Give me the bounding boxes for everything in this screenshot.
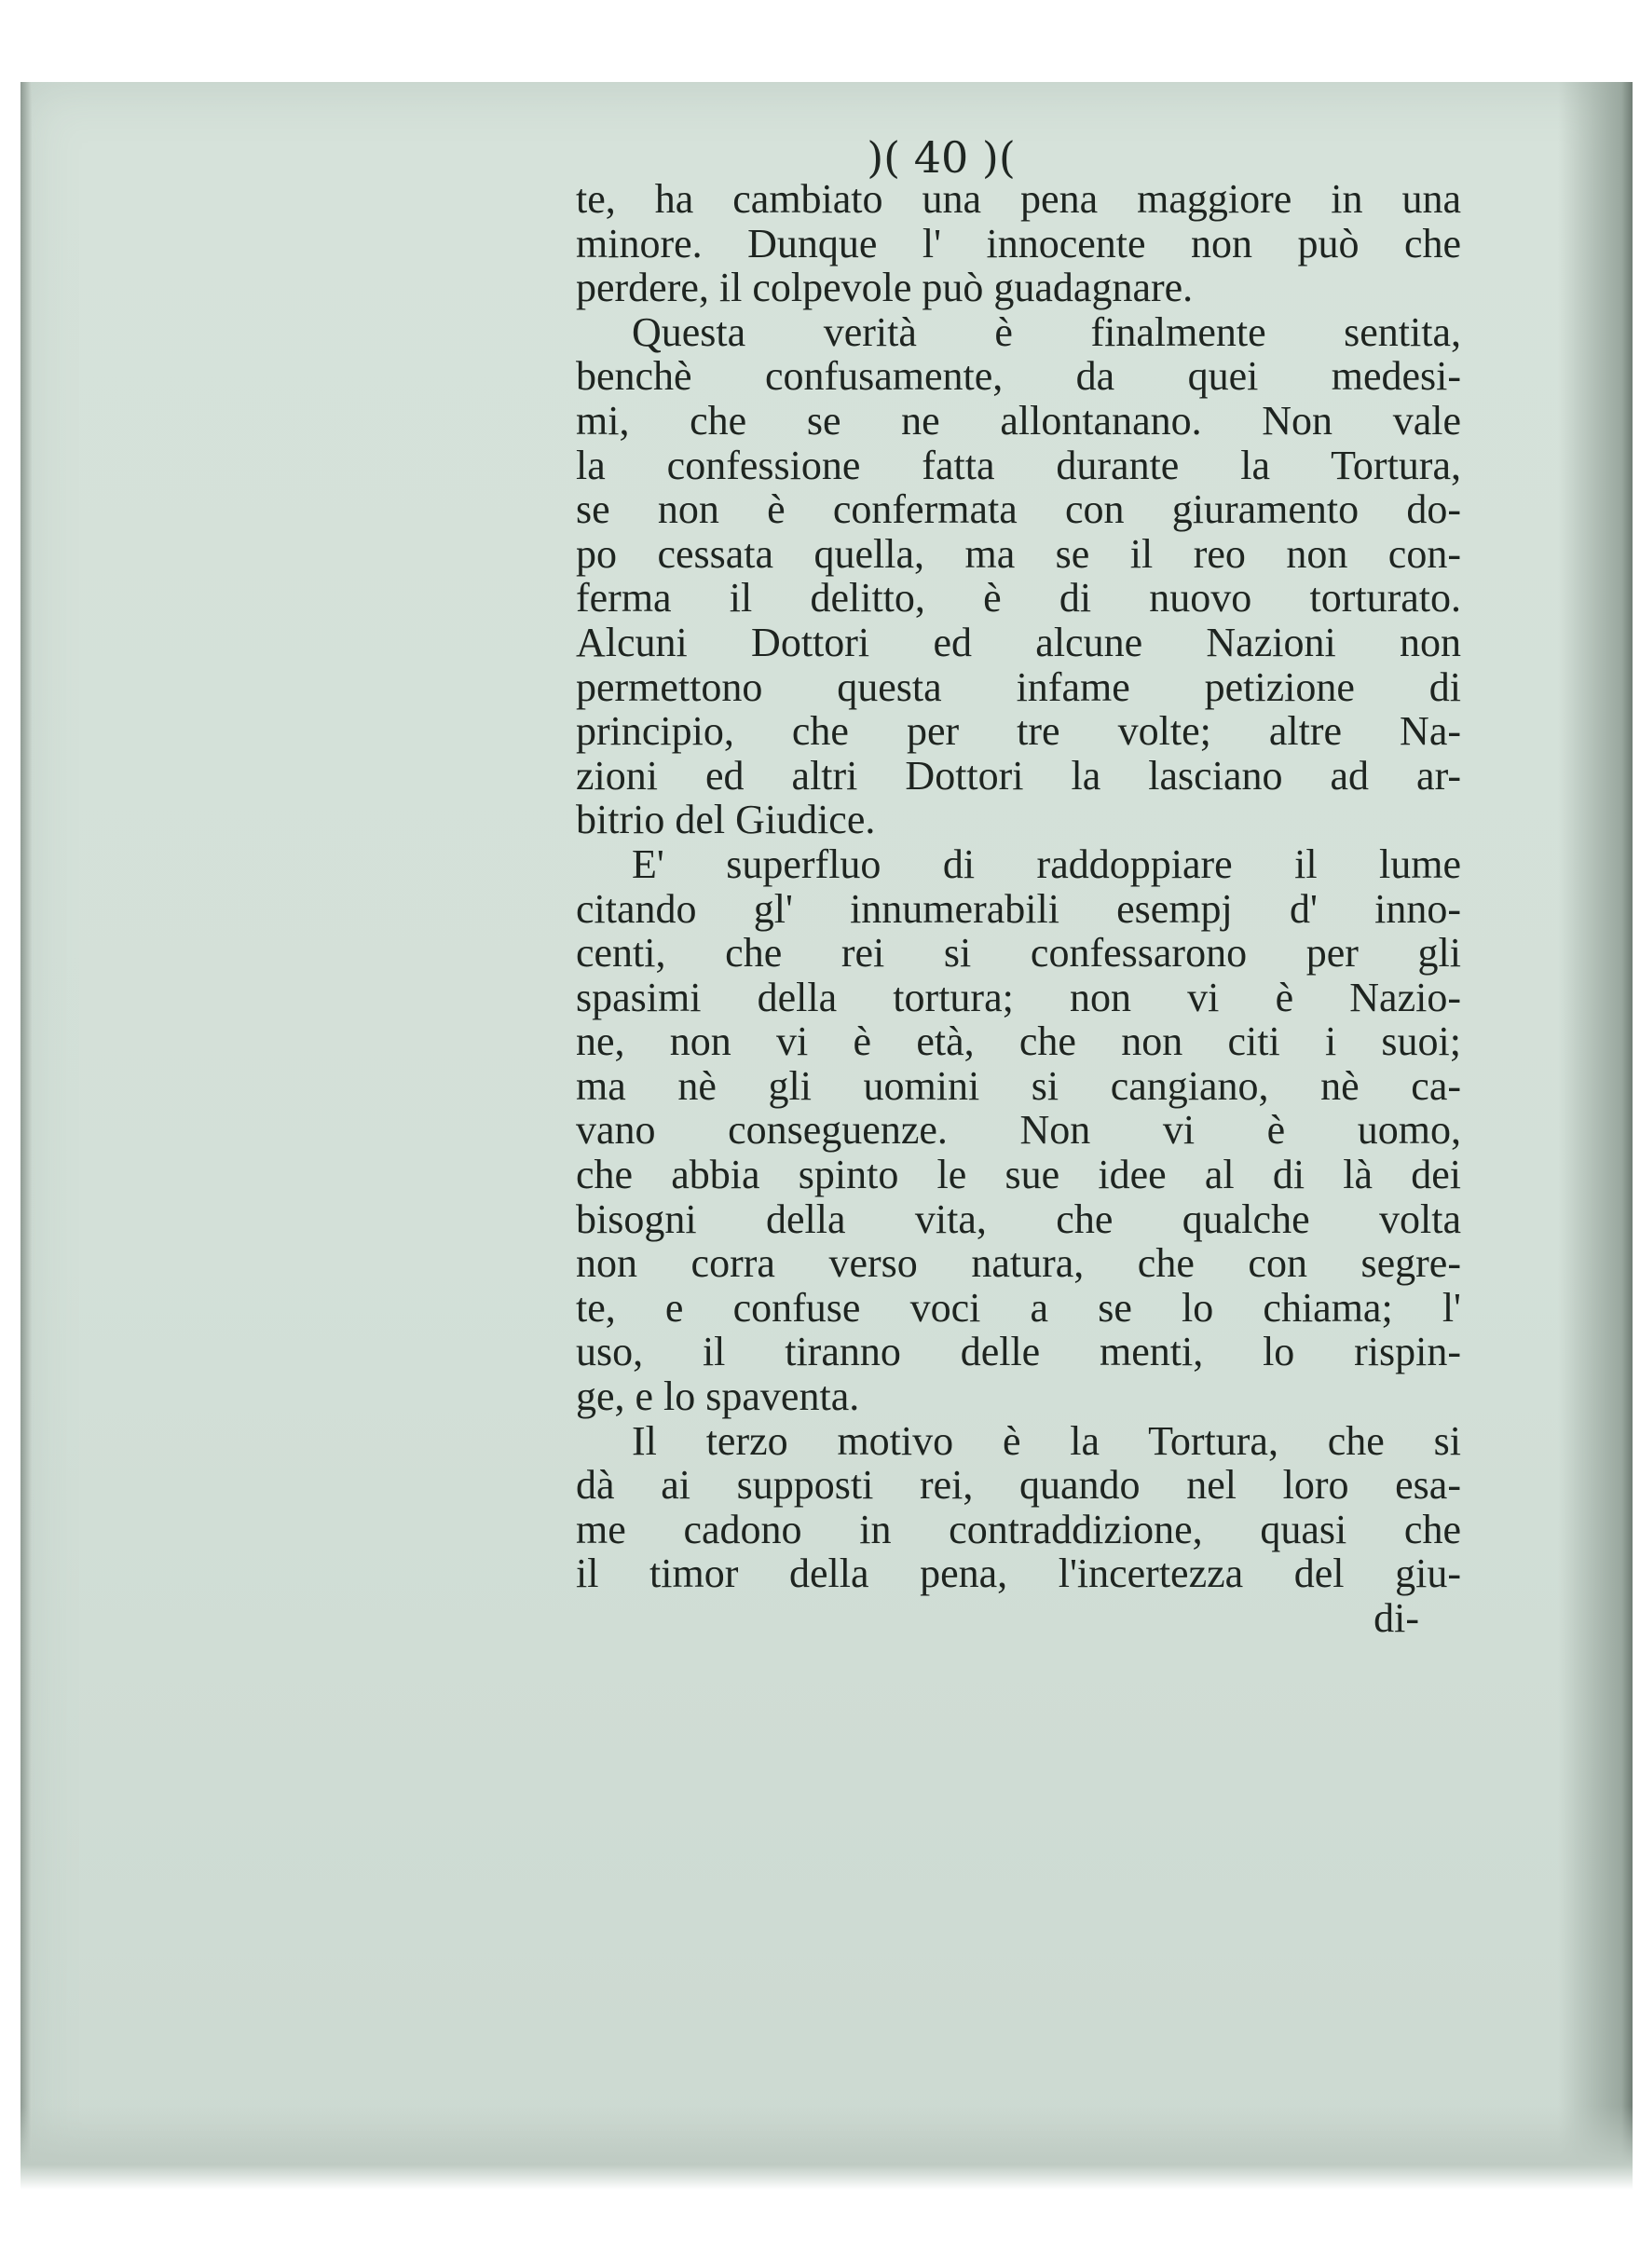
text-line: citando gl' innumerabili esempj d' inno- [576,885,1461,932]
text-line: se non è confermata con giuramento do- [576,486,1461,533]
text-line: te, ha cambiato una pena maggiore in una [576,176,1461,222]
text-line: dà ai supposti rei, quando nel loro esa- [576,1462,1461,1509]
text-line: permettono questa infame petizione di [576,663,1461,710]
text-line: non corra verso natura, che con segre- [576,1240,1461,1287]
text-line: vano conseguenze. Non vi è uomo, [576,1107,1461,1154]
text-line: il timor della pena, l'incertezza del giu- [576,1551,1461,1597]
text-line: uso, il tiranno delle menti, lo rispin- [576,1329,1461,1375]
text-line: che abbia spinto le sue idee al di là dei [576,1152,1461,1198]
text-line: la confessione fatta durante la Tortura, [576,442,1461,488]
body-text [576,177,1461,1641]
text-line: benchè confusamente, da quei medesi- [576,353,1461,400]
text-line: ne, non vi è età, che non citi i suoi; [576,1018,1461,1065]
text-line: ge, e lo spaventa. [576,1373,860,1420]
text-line: te, e confuse voci a se lo chiama; l' [576,1284,1461,1331]
page-number-header: )( 40 )( [867,132,1016,183]
text-line: perdere, il colpevole può guadagnare. [576,265,1194,311]
page-left-edge [20,82,32,2190]
page-bottom-edge [20,2106,1633,2190]
text-line: ma nè gli uomini si cangiano, nè ca- [576,1062,1461,1109]
text-line: mi, che se ne allontanano. Non vale [576,397,1461,444]
text-line: principio, che per tre volte; altre Na- [576,708,1461,755]
text-line: bisogni della vita, che qualche volta [576,1195,1461,1242]
text-line: Alcuni Dottori ed alcune Nazioni non [576,619,1461,665]
text-line: bitrio del Giudice. [576,797,876,843]
text-line: me cadono in contraddizione, quasi che [576,1506,1461,1552]
catchword: di- [1374,1595,1419,1641]
text-line: E' superfluo di raddoppiare il lume [632,840,1461,887]
text-line: zioni ed altri Dottori la lasciano ad ar- [576,752,1461,799]
binding-shadow [1558,82,1633,2190]
text-line: Questa verità è finalmente sentita, [632,308,1461,355]
text-line: spasimi della tortura; non vi è Nazio- [576,974,1461,1020]
text-line: ferma il delitto, è di nuovo torturato. [576,575,1461,622]
text-line: centi, che rei si confessarono per gli [576,930,1461,977]
text-line: minore. Dunque l' innocente non può che [576,220,1461,266]
text-line: po cessata quella, ma se il reo non con- [576,530,1461,577]
text-line: Il terzo motivo è la Tortura, che si [632,1417,1461,1464]
